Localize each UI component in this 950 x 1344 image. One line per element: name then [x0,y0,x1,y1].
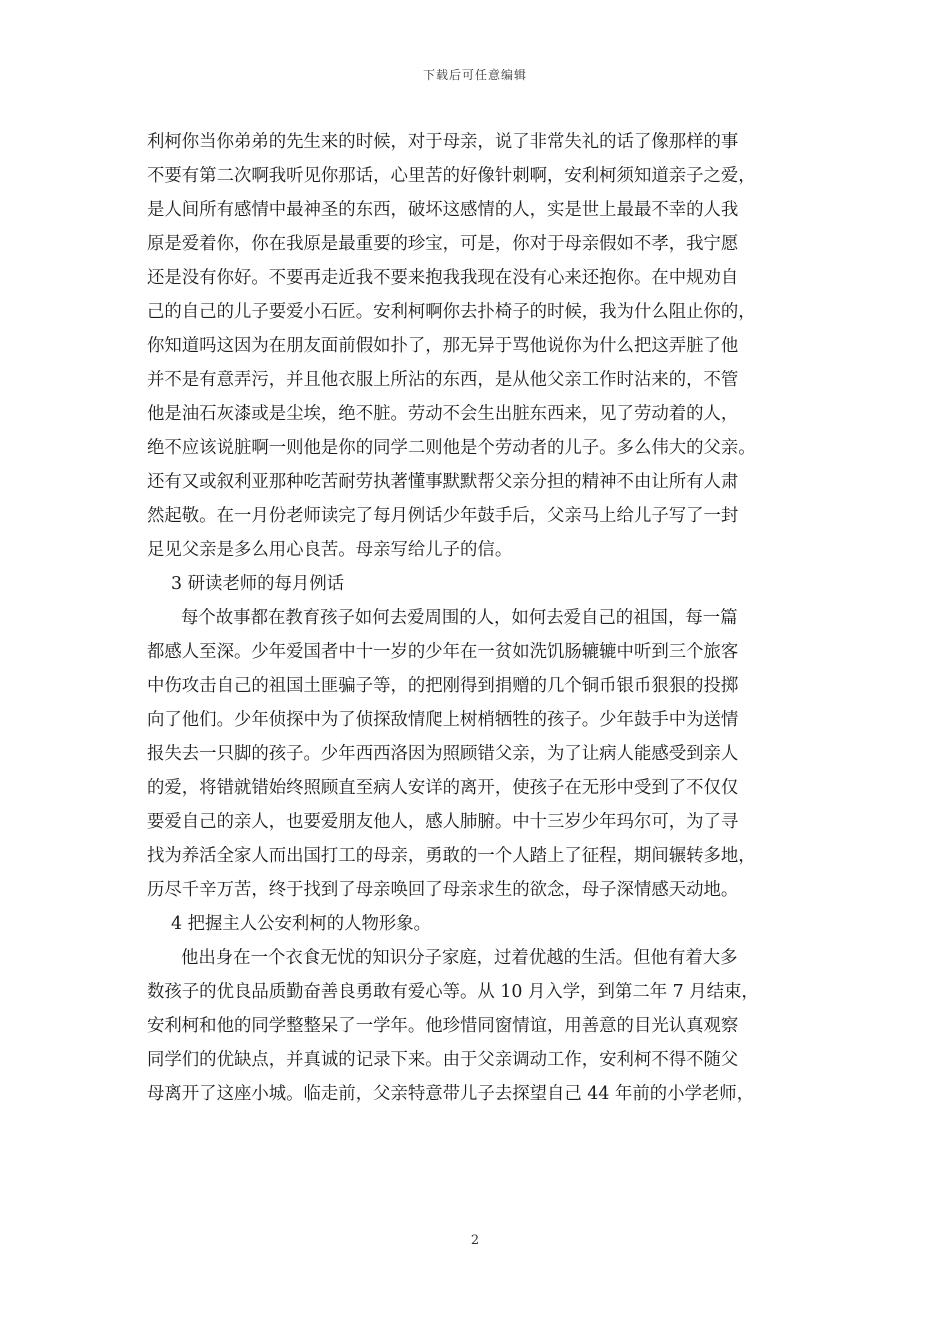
text-line: 是人间所有感情中最神圣的东西，破坏这感情的人，实是世上最最不幸的人我 [147,200,739,220]
page-header: 下载后可任意编辑 [422,68,527,82]
text-line: 安利柯和他的同学整整呆了一学年。他珍惜同窗情谊，用善意的目光认真观察 [147,1016,739,1036]
text-line: 找为养活全家人而出国打工的母亲，勇敢的一个人踏上了征程，期间辗转多地， [147,846,756,866]
text-line: 绝不应该说脏啊一则他是你的同学二则他是个劳动者的儿子。多么伟大的父亲。 [147,438,756,458]
text-line: 己的自己的儿子要爱小石匠。安利柯啊你去扑椅子的时候，我为什么阻止你的， [147,302,756,322]
paragraph-first-line: 每个故事都在教育孩子如何去爱周围的人，如何去爱自己的祖国，每一篇 [181,608,738,628]
text-line: 并不是有意弄污，并且他衣服上所沾的东西，是从他父亲工作时沾来的，不管 [147,370,739,390]
text-line: 报失去一只脚的孩子。少年西西洛因为照顾错父亲，为了让病人能感受到亲人 [147,744,739,764]
document-body [147,125,807,1111]
text-line: 历尽千辛万苦，终于找到了母亲唤回了母亲求生的欲念，母子深情感天动地。 [147,880,739,900]
text-line: 数孩子的优良品质勤奋善良勇敢有爱心等。从 10 月入学，到第二年 7 月结束， [147,982,759,1002]
text-line: 原是爱着你，你在我原是最重要的珍宝，可是，你对于母亲假如不孝，我宁愿 [147,234,739,254]
text-line: 要爱自己的亲人，也要爱朋友他人，感人肺腑。中十三岁少年玛尔可，为了寻 [147,812,739,832]
text-line: 向了他们。少年侦探中为了侦探敌情爬上树梢牺牲的孩子。少年鼓手中为送情 [147,710,739,730]
text-line: 的爱，将错就错始终照顾直至病人安详的离开，使孩子在无形中受到了不仅仅 [147,778,739,798]
text-line: 中伤攻击自己的祖国土匪骗子等，的把刚得到捐赠的几个铜币银币狠狠的投掷 [147,676,739,696]
text-line: 然起敬。在一月份老师读完了每月例话少年鼓手后，父亲马上给儿子写了一封 [147,506,739,526]
text-line: 都感人至深。少年爱国者中十一岁的少年在一贫如洗饥肠辘辘中听到三个旅客 [147,642,739,662]
section-heading: 3 研读老师的每月例话 [171,574,345,594]
text-line: 不要有第二次啊我听见你那话，心里苦的好像针刺啊，安利柯须知道亲子之爱， [147,166,756,186]
text-line: 他是油石灰漆或是尘埃，绝不脏。劳动不会生出脏东西来，见了劳动着的人， [147,404,739,424]
text-line: 你知道吗这因为在朋友面前假如扑了，那无异于骂他说你为什么把这弄脏了他 [147,336,739,356]
text-line: 母离开了这座小城。临走前，父亲特意带儿子去探望自己 44 年前的小学老师， [147,1084,755,1104]
text-line: 同学们的优缺点，并真诚的记录下来。由于父亲调动工作，安利柯不得不随父 [147,1050,739,1070]
text-line: 利柯你当你弟弟的先生来的时候，对于母亲，说了非常失礼的话了像那样的事 [147,132,739,152]
text-line: 足见父亲是多么用心良苦。母亲写给儿子的信。 [147,540,513,560]
text-line: 还有又或叙利亚那种吃苦耐劳执著懂事默默帮父亲分担的精神不由让所有人肃 [147,472,739,492]
section-heading: 4 把握主人公安利柯的人物形象。 [171,914,432,934]
text-line: 还是没有你好。不要再走近我不要来抱我我现在没有心来还抱你。在中规劝自 [147,268,739,288]
page-number: 2 [470,1233,480,1248]
paragraph-first-line: 他出身在一个衣食无忧的知识分子家庭，过着优越的生活。但他有着大多 [181,948,738,968]
